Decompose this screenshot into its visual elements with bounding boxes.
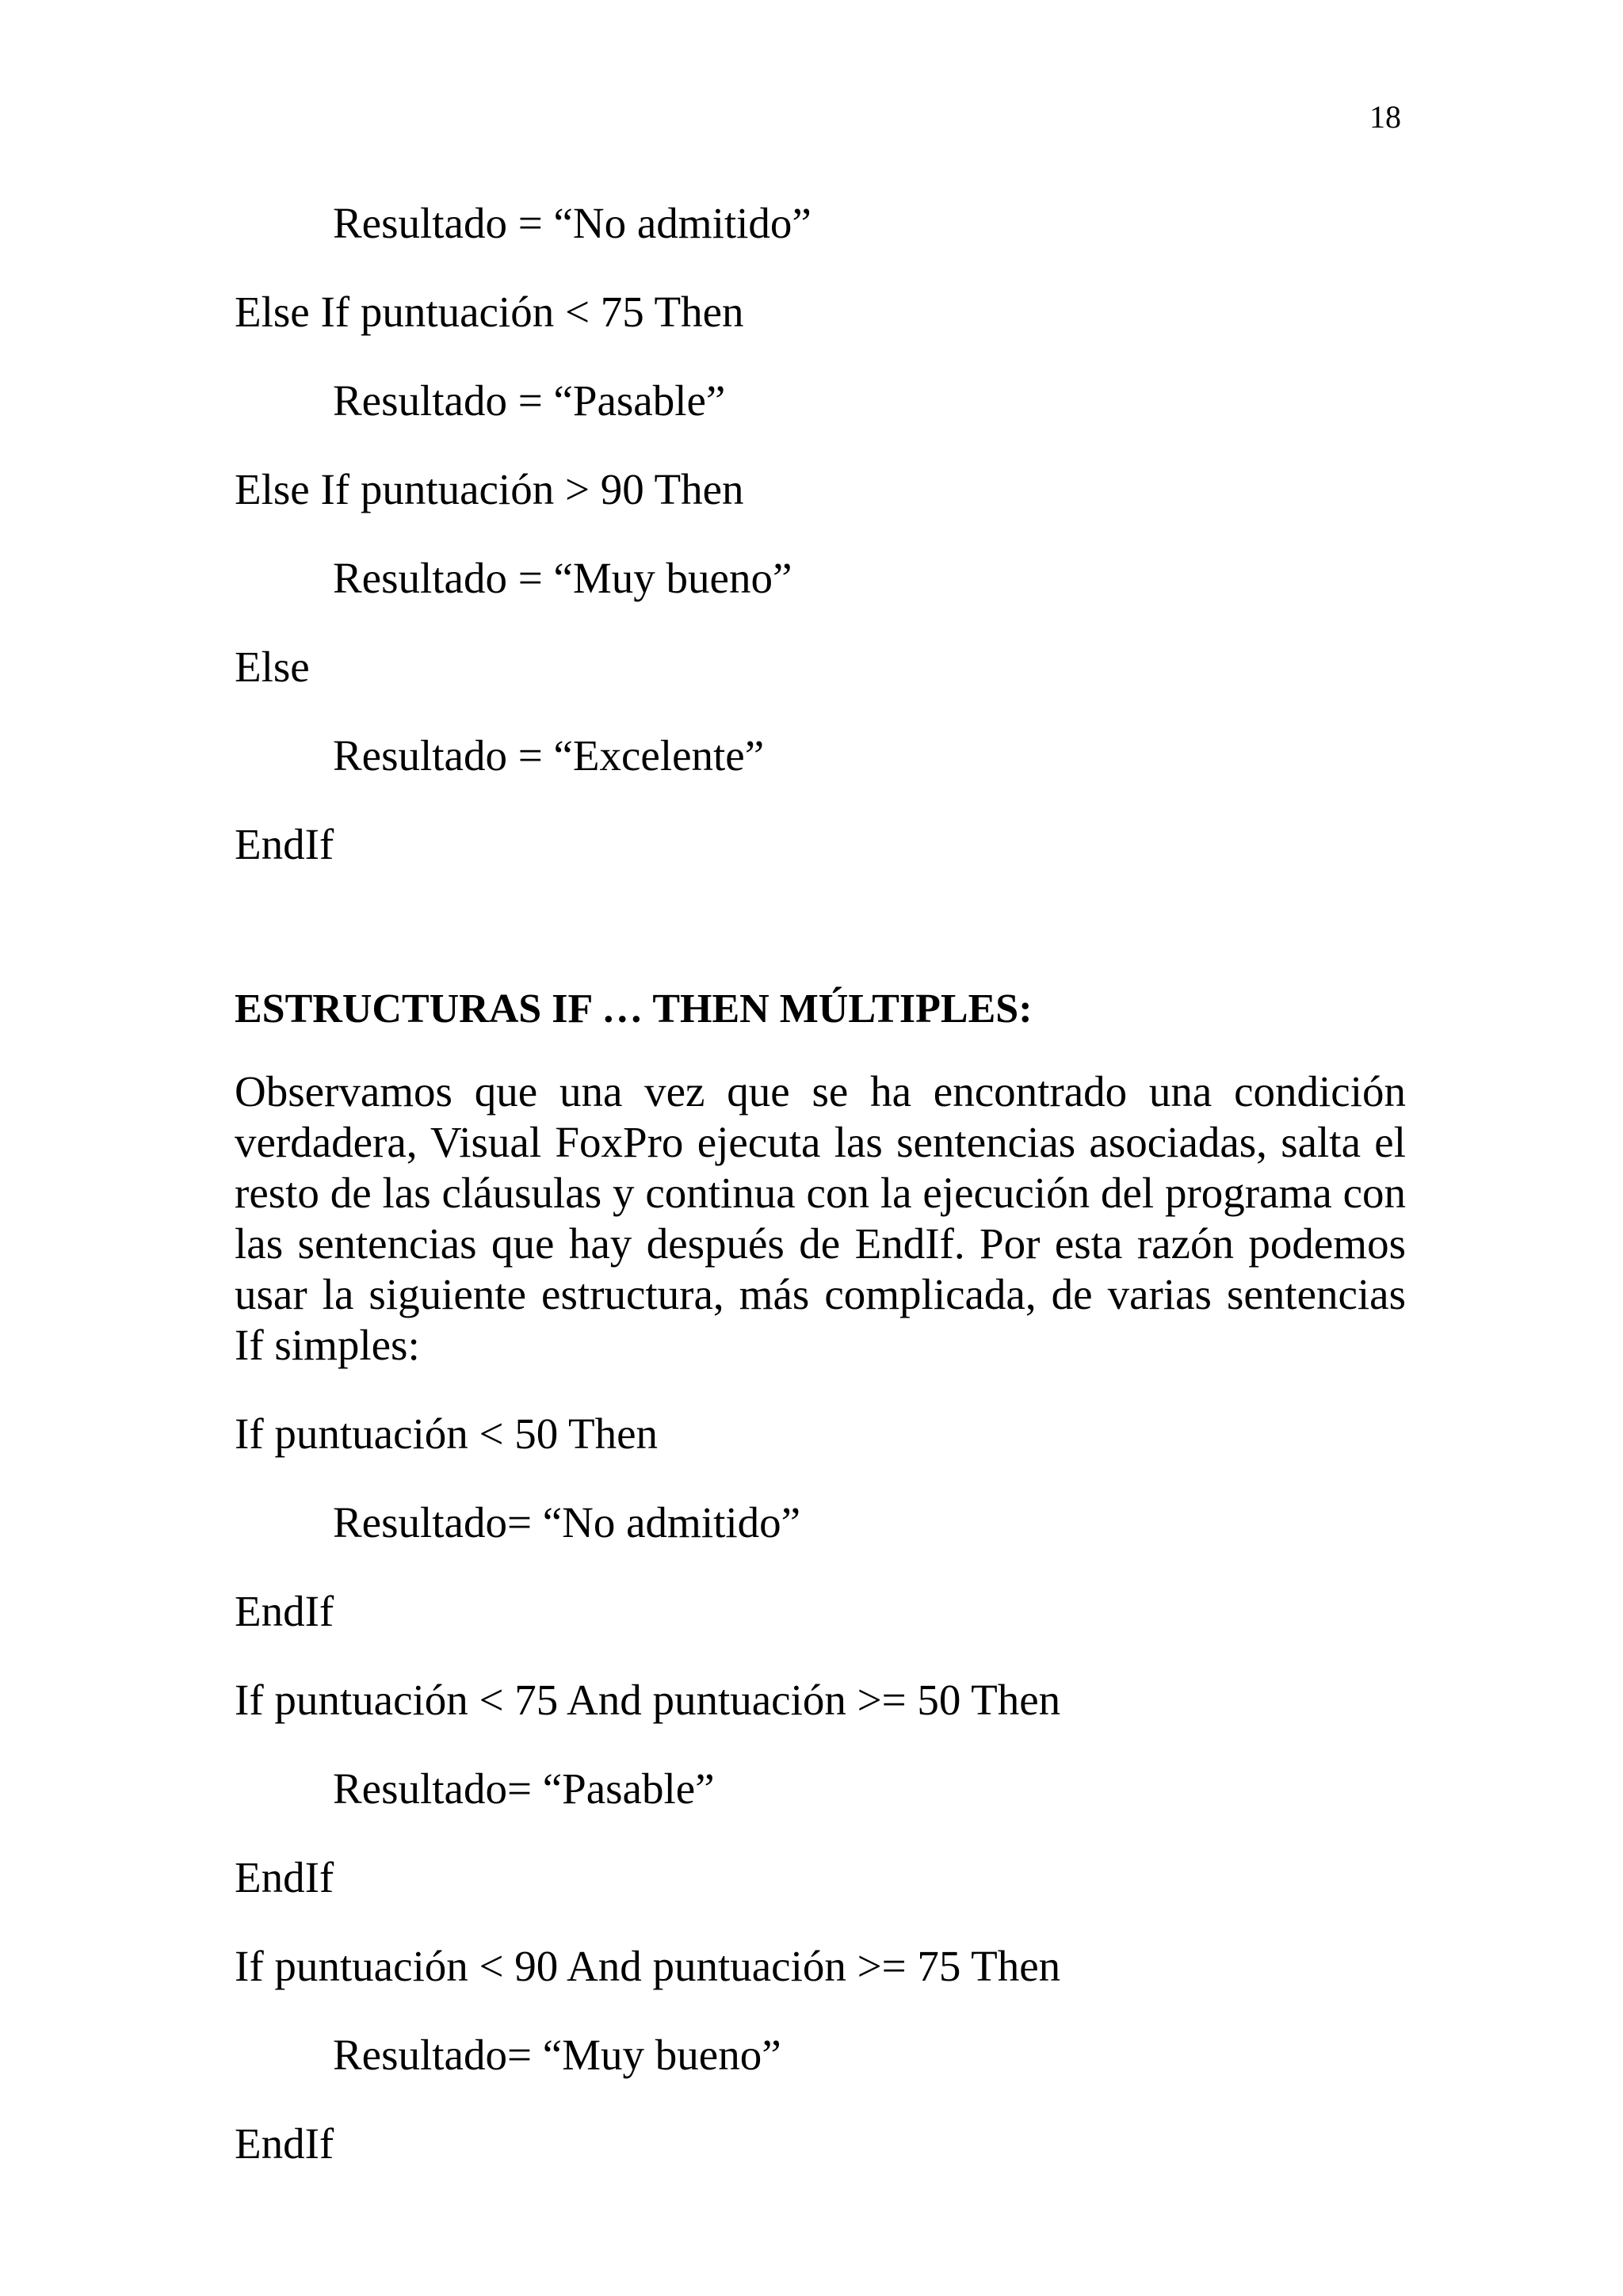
- code-line: Resultado = “Pasable”: [333, 376, 726, 425]
- code-line: EndIf: [235, 1587, 334, 1635]
- code-line: Resultado = “No admitido”: [333, 199, 812, 247]
- code-line: Resultado = “Excelente”: [333, 731, 765, 780]
- code-line: EndIf: [235, 2119, 334, 2168]
- code-line: EndIf: [235, 820, 334, 868]
- page-content: [235, 198, 1406, 2169]
- page-number: 18: [1369, 99, 1401, 135]
- code-line: Else If puntuación > 90 Then: [235, 465, 744, 513]
- code-line: If puntuación < 90 And puntuación >= 75 Then: [235, 1942, 1061, 1990]
- code-line: Else If puntuación < 75 Then: [235, 288, 744, 336]
- code-line: Resultado= “Pasable”: [333, 1764, 715, 1813]
- body-paragraph: Observamos que una vez que se ha encontrado una condición verdadera, Visual FoxPro ejecuta las sentencias asociadas, salta el resto de las cláusulas y continua con la ejecución del programa con las sentencias que hay después de EndIf. Por esta razón podemos usar la siguiente estructura, más complicada, de varias sentencias If simples:: [235, 1067, 1406, 1369]
- code-line: If puntuación < 50 Then: [235, 1409, 659, 1458]
- section-heading: ESTRUCTURAS IF … THEN MÚLTIPLES:: [235, 986, 1033, 1032]
- code-line: Resultado= “Muy bueno”: [333, 2031, 781, 2079]
- code-line: Resultado= “No admitido”: [333, 1498, 801, 1547]
- code-line: Else: [235, 643, 310, 691]
- code-line: EndIf: [235, 1853, 334, 1901]
- code-line: Resultado = “Muy bueno”: [333, 554, 792, 602]
- code-line: If puntuación < 75 And puntuación >= 50 Then: [235, 1676, 1061, 1724]
